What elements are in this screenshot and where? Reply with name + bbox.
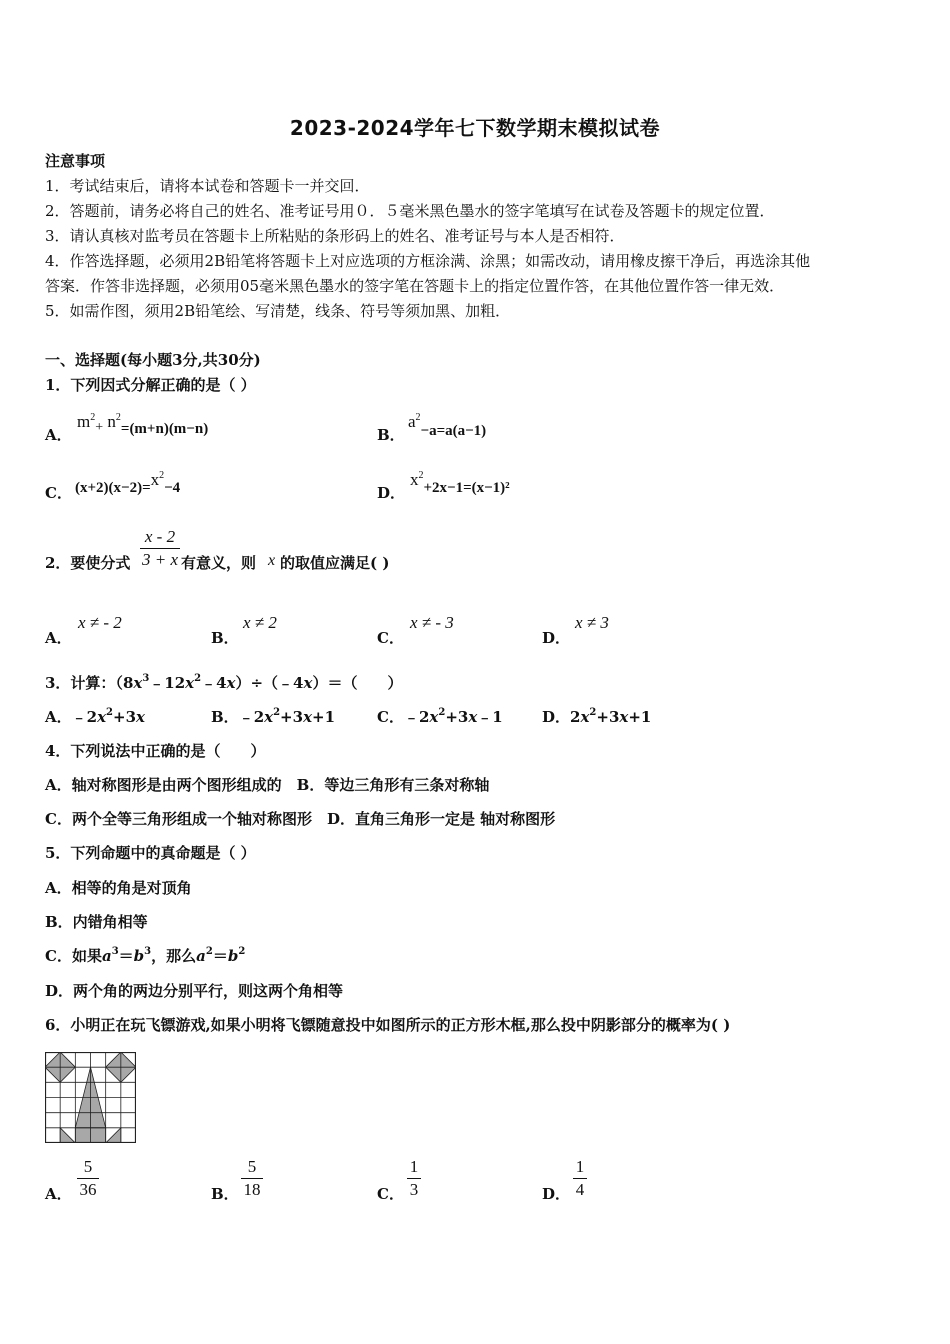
notice-item-3: 3．请认真核对监考员在答题卡上所粘贴的条形码上的姓名、准考证号与本人是否相符．	[45, 227, 625, 245]
q5-option-d: D．两个角的两边分别平行，则这两个角相等	[45, 982, 344, 1000]
notice-heading: 注意事项	[45, 152, 106, 170]
q1-option-d-expr: $x^2+2x-1=(x-1)^2$	[410, 470, 510, 496]
q2-option-a-label: A．	[45, 629, 72, 647]
q1-option-a-label: A．	[45, 426, 72, 444]
dartboard-figure	[45, 1052, 136, 1147]
q1-option-c-label: C．	[45, 484, 72, 502]
q6-stem: 6．小明正在玩飞镖游戏,如果小明将飞镖随意投中如图所示的正方形木框,那么投中阴影部分的概率为( )	[45, 1016, 731, 1034]
q2-option-a-expr: x ≠ - 2	[78, 613, 122, 632]
q6-option-d-fraction: 1 4	[573, 1157, 587, 1200]
q5-option-b: B．内错角相等	[45, 913, 148, 931]
q3-option-c: C．$﹣2x^2+3x﹣1$	[377, 707, 503, 726]
q6-option-c-fraction: 1 3	[407, 1157, 421, 1200]
q2-variable: x	[268, 552, 276, 569]
q3-option-d: D．$2x^2+3x+1$	[542, 707, 652, 726]
q4-options-cd: C．两个全等三角形组成一个轴对称图形 D．直角三角形一定是 轴对称图形	[45, 810, 556, 828]
q2-fraction: x - 2 3 + x	[141, 527, 179, 569]
notice-item-4-cont: 答案．作答非选择题，必须用05毫米黑色墨水的签字笔在答题卡上的指定位置作答，在其他位置作答一律无效．	[45, 277, 785, 295]
dartboard-grid-svg	[45, 1052, 136, 1143]
q6-option-c-label: C．	[377, 1185, 404, 1203]
q6-option-b-fraction: 5 18	[241, 1157, 263, 1200]
shaded-corner-bottom-left	[60, 1128, 75, 1143]
q2-option-c-expr: x ≠ - 3	[410, 613, 454, 632]
q5-stem: 5．下列命题中的真命题是（ ）	[45, 844, 256, 862]
notice-item-2: 2．答题前，请务必将自己的姓名、准考证号用０．５毫米黑色墨水的签字笔填写在试卷及答题卡的规定位置．	[45, 202, 775, 220]
q3-option-b: B．$﹣2x^2+3x+1$	[211, 707, 336, 726]
notice-item-5: 5．如需作图，须用2B铅笔绘、写清楚，线条、符号等须加黑、加粗．	[45, 302, 511, 320]
q1-option-b-label: B．	[377, 426, 405, 444]
q3-stem: 3．计算：$(8x^3﹣12x^2﹣4x)\div(﹣4x)=$（ ）	[45, 673, 403, 692]
q5-option-c: C．如果$a^3=b^3$，那么$a^2=b^2$	[45, 946, 246, 965]
shaded-corner-bottom-right	[106, 1128, 121, 1143]
q1-option-d-label: D．	[377, 484, 406, 502]
page-title: 2023-2024学年七下数学期末模拟试卷	[289, 116, 661, 140]
q2-option-d-expr: x ≠ 3	[575, 613, 609, 632]
q2-option-b-expr: x ≠ 2	[243, 613, 277, 632]
q1-stem: 1．下列因式分解正确的是（ ）	[45, 376, 256, 394]
q2-stem-post: 的取值应满足( )	[280, 554, 390, 572]
q2-option-d-label: D．	[542, 629, 571, 647]
q3-option-a: A．$﹣2x^2+3x$	[45, 707, 145, 726]
q2-stem-mid: 有意义，则	[181, 554, 257, 572]
q4-options-ab: A．轴对称图形是由两个图形组成的 B．等边三角形有三条对称轴	[45, 776, 490, 794]
q6-option-d-label: D．	[542, 1185, 571, 1203]
q1-option-a-expr: $m^2_+$ $n^2=(m+n)(m-n)$	[77, 412, 209, 437]
q2-option-b-label: B．	[211, 629, 239, 647]
notice-item-4: 4．作答选择题，必须用2B铅笔将答题卡上对应选项的方框涂满、涂黑；如需改动，请用橡皮擦干净后，再选涂其他	[45, 252, 811, 270]
section-heading: 一、选择题(每小题3分,共30分)	[45, 351, 261, 369]
q4-stem: 4．下列说法中正确的是（ ）	[45, 742, 266, 760]
q6-option-b-label: B．	[211, 1185, 239, 1203]
notice-item-1: 1．考试结束后，请将本试卷和答题卡一并交回．	[45, 177, 370, 195]
q2-stem-pre: 2．要使分式	[45, 554, 131, 572]
q5-option-a: A．相等的角是对顶角	[45, 879, 192, 897]
q1-option-b-expr: $a^2-a=a(a-1)$	[408, 412, 487, 439]
q6-option-a-label: A．	[45, 1185, 72, 1203]
q2-option-c-label: C．	[377, 629, 404, 647]
q6-option-a-fraction: 5 36	[77, 1157, 99, 1200]
q1-option-c-expr: $(x+2)(x-2)=x^2-4$	[75, 470, 181, 496]
